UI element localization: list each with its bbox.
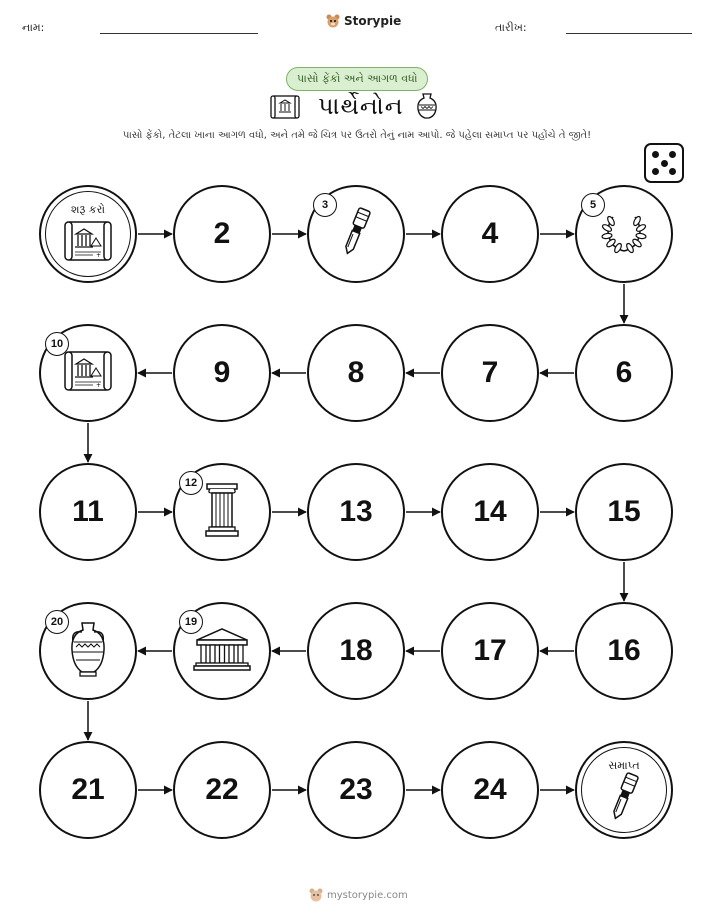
cell-number: 8 — [347, 356, 365, 389]
cell-number-badge: 10 — [45, 332, 69, 356]
start-cell — [39, 185, 137, 283]
blueprint-scroll-icon — [63, 348, 113, 398]
instructions-text: પાસો ફેંકો, તેટલા ખાના આગળ વધો, અને તમે જે ચિત્ર પર ઉતરો તેનું નામ આપો. જે પહેલા સમાપ્ત પર પહોંચે તે જીતે! — [122, 130, 592, 141]
footer-site: mystorypie.com — [327, 889, 408, 901]
cell-number: 17 — [473, 634, 507, 667]
board-cell-4 — [441, 185, 539, 283]
cell-number: 24 — [473, 773, 507, 806]
finish-label: સમાપ્ત — [608, 759, 640, 772]
cell-number: 9 — [213, 356, 231, 389]
cell-number: 23 — [339, 773, 373, 806]
amphora-title-icon — [414, 91, 440, 125]
bear-mascot-icon — [309, 888, 323, 902]
board-cell-15 — [575, 463, 673, 561]
board-cell-11 — [39, 463, 137, 561]
blueprint-title-icon — [270, 93, 300, 125]
cell-number: 7 — [481, 356, 499, 389]
cell-number: 14 — [473, 495, 507, 528]
game-subtitle-pill: પાસો ફેંકો અને આગળ વધો — [286, 67, 428, 91]
cell-number: 22 — [205, 773, 239, 806]
bear-mascot-icon — [326, 14, 340, 28]
cell-number-badge: 19 — [179, 610, 203, 634]
name-line[interactable] — [100, 33, 258, 34]
board-cell-18 — [307, 602, 405, 700]
date-label: તારીખ: — [495, 21, 527, 34]
board-cell-21 — [39, 741, 137, 839]
finish-cell — [575, 741, 673, 839]
cell-number: 4 — [481, 217, 499, 250]
svg-text:+: + — [96, 252, 102, 259]
cell-number: 6 — [615, 356, 633, 389]
name-label: નામ: — [22, 21, 45, 34]
board-cell-22 — [173, 741, 271, 839]
cell-number: 2 — [213, 217, 231, 250]
cell-number: 21 — [71, 773, 105, 806]
board-cell-10 — [39, 324, 137, 422]
board-cell-23 — [307, 741, 405, 839]
board-cell-2 — [173, 185, 271, 283]
cell-number: 15 — [607, 495, 641, 528]
date-line[interactable] — [566, 33, 692, 34]
chisel-icon — [338, 205, 374, 263]
board-cell-8 — [307, 324, 405, 422]
blueprint-scroll-icon — [63, 218, 113, 268]
footer — [309, 888, 408, 902]
board-cell-24 — [441, 741, 539, 839]
svg-text:+: + — [96, 382, 102, 389]
amphora-icon — [65, 620, 111, 682]
brand-logo — [326, 14, 401, 28]
cell-number-badge: 20 — [45, 610, 69, 634]
board-cell-14 — [441, 463, 539, 561]
cell-number: 18 — [339, 634, 373, 667]
board-cell-12 — [173, 463, 271, 561]
board-cell-3 — [307, 185, 405, 283]
board-cell-13 — [307, 463, 405, 561]
cell-number-badge: 3 — [313, 193, 337, 217]
brand-name: Storypie — [344, 14, 402, 28]
cell-number: 16 — [607, 634, 641, 667]
laurel-wreath-icon — [599, 209, 649, 259]
dice-five-icon — [644, 143, 684, 183]
board-cell-19 — [173, 602, 271, 700]
board-cell-9 — [173, 324, 271, 422]
board-cell-6 — [575, 324, 673, 422]
cell-number: 11 — [72, 495, 104, 528]
board-cell-7 — [441, 324, 539, 422]
temple-icon — [193, 626, 251, 676]
board-cell-5 — [575, 185, 673, 283]
chisel-icon — [606, 770, 642, 828]
cell-number: 13 — [339, 495, 373, 528]
page-title: પાર્થેનોન — [318, 92, 404, 120]
board-cell-17 — [441, 602, 539, 700]
start-label: શરૂ કરો — [70, 203, 106, 216]
cell-number-badge: 12 — [179, 471, 203, 495]
cell-number-badge: 5 — [581, 193, 605, 217]
column-icon — [202, 481, 242, 543]
board-cell-20 — [39, 602, 137, 700]
board-cell-16 — [575, 602, 673, 700]
